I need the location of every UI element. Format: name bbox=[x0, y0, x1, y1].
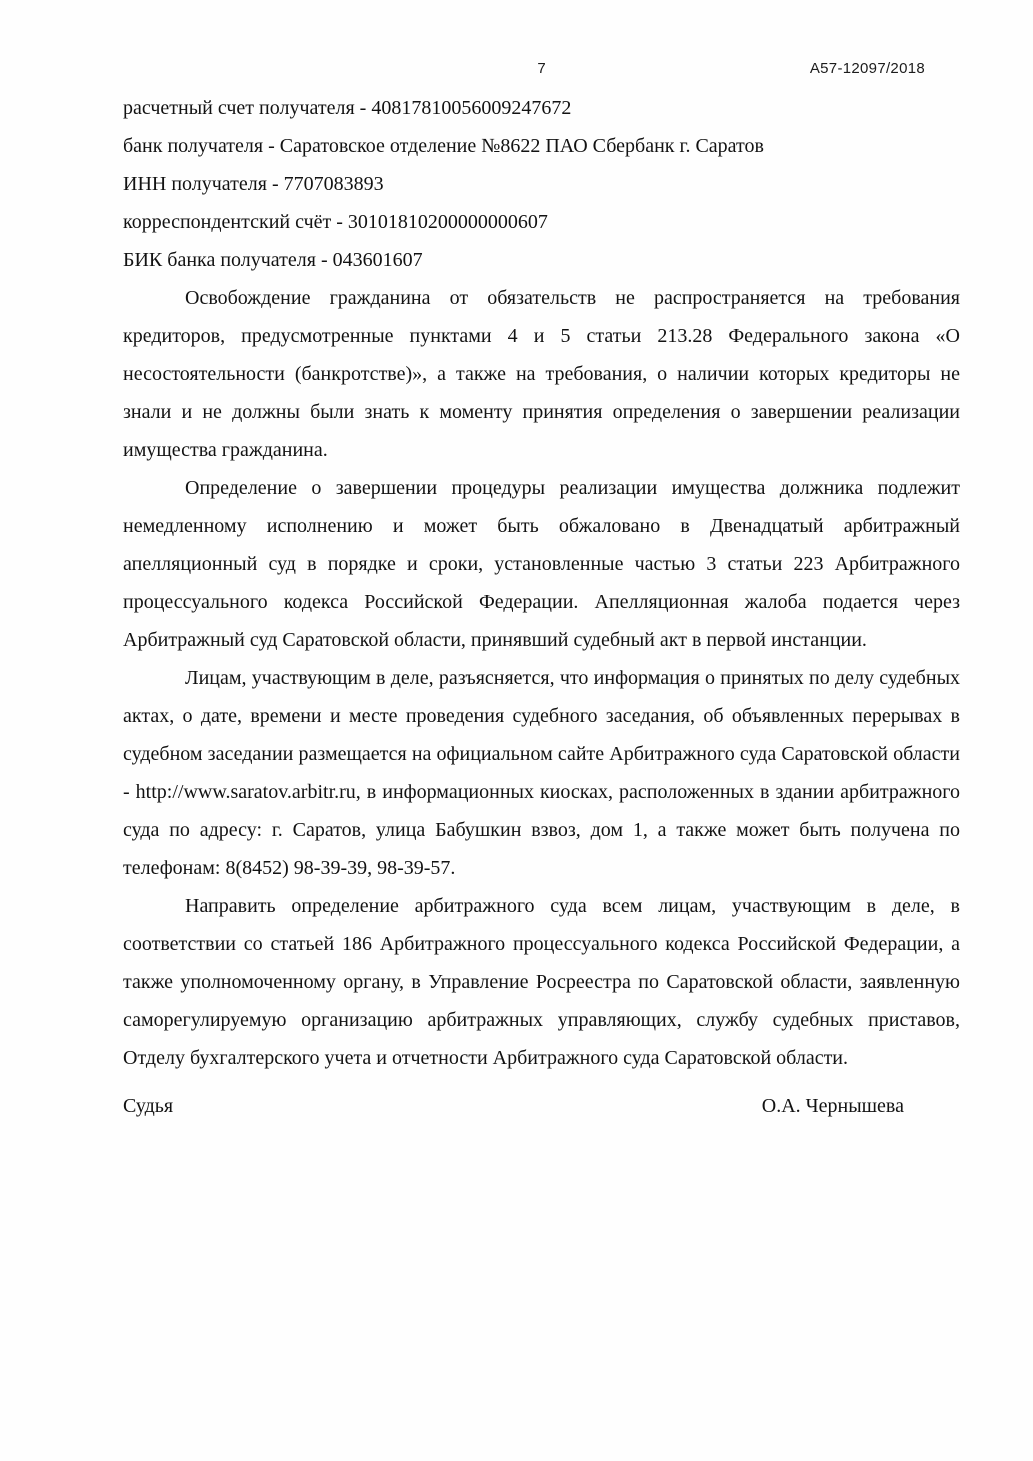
bank-detail-recipient-bank: банк получателя - Саратовское отделение №8622 ПАО Сбербанк г. Саратов bbox=[123, 135, 764, 157]
paragraph-discharge-of-obligations: Освобождение гражданина от обязательств не распространяется на требования кредиторов, предусмотренные пунктами 4 и 5 статьи 213.28 Федерального закона «О несостоятельности (банкротстве)», а также на требования, о наличии которых кредиторы не знали и не должны были знать к моменту принятия определения о завершении реализации имущества гражданина. bbox=[123, 287, 960, 461]
bank-detail-correspondent-account: корреспондентский счёт - 30101810200000000607 bbox=[123, 211, 548, 233]
bank-detail-settlement-account: расчетный счет получателя - 40817810056009247672 bbox=[123, 97, 572, 119]
bank-detail-inn: ИНН получателя - 7707083893 bbox=[123, 173, 384, 195]
bank-details-block bbox=[123, 89, 960, 279]
bank-detail-bik: БИК банка получателя - 043601607 bbox=[123, 249, 423, 271]
paragraph-case-information: Лицам, участвующим в деле, разъясняется, что информация о принятых по делу судебных актах, о дате, времени и месте проведения судебного заседания, об объявленных перерывах в судебном заседании размещается на официальном сайте Арбитражного суда Саратовской области - http://www.saratov.arbitr.ru, в информационных киосках, расположенных в здании арбитражного суда по адресу: г. Саратов, улица Бабушкин взвоз, дом 1, а также может быть получена по телефонам: 8(8452) 98-39-39, 98-39-57. bbox=[123, 667, 960, 879]
page-number: 7 bbox=[537, 60, 546, 77]
signature-block bbox=[123, 1087, 960, 1125]
signature-role: Судья bbox=[123, 1095, 174, 1117]
paragraph-ruling-distribution: Направить определение арбитражного суда всем лицам, участвующим в деле, в соответствии со статьей 186 Арбитражного процессуального кодекса Российской Федерации, а также уполномоченному органу, в Управление Росреестра по Саратовской области, заявленную саморегулируемую организацию арбитражных управляющих, службу судебных приставов, Отделу бухгалтерского учета и отчетности Арбитражного суда Саратовской области. bbox=[123, 895, 960, 1069]
signature-name: О.А. Чернышева bbox=[761, 1095, 904, 1117]
page-header bbox=[123, 60, 960, 78]
paragraph-appeal-procedure: Определение о завершении процедуры реализации имущества должника подлежит немедленному исполнению и может быть обжаловано в Двенадцатый арбитражный апелляционный суд в порядке и сроки, установленные частью 3 статьи 223 Арбитражного процессуального кодекса Российской Федерации. Апелляционная жалоба подается через Арбитражный суд Саратовской области, принявший судебный акт в первой инстанции. bbox=[123, 477, 960, 651]
document-body bbox=[123, 89, 960, 1125]
case-number: А57-12097/2018 bbox=[809, 60, 925, 77]
